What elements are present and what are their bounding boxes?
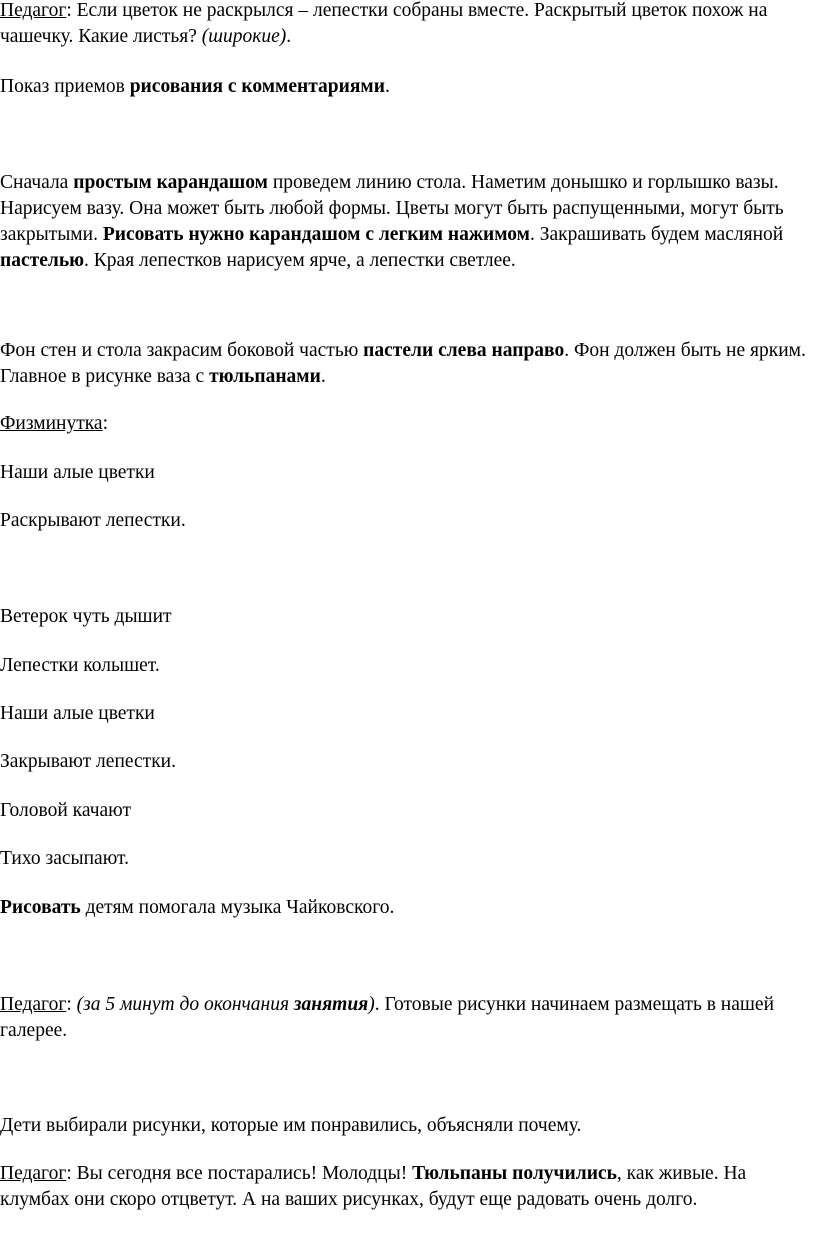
poem-line: Закрывают лепестки. xyxy=(0,751,176,772)
text: проведем линию стола. Наметим донышко и горлышко вазы. Нарисуем вазу. Она может быть любой формы. Цветы могут быть распущенными, могут быть закрытыми. xyxy=(0,172,784,245)
text: . Закрашивать будем масляной xyxy=(529,224,784,245)
poem-line: Тихо засыпают. xyxy=(0,848,129,869)
physminute-heading xyxy=(0,411,812,437)
text: детям помогала музыка Чайковского. xyxy=(80,897,395,918)
bold-text: рисования с комментариями xyxy=(129,76,385,97)
poem-line: Наши алые цветки xyxy=(0,703,155,724)
colon: : xyxy=(102,413,109,434)
bold-text: пастелью xyxy=(0,250,85,271)
text: , как живые. На клумбах они скоро отцветут. А на ваших рисунках, будут еще радовать очень долго. xyxy=(0,1163,747,1210)
text: Показ приемов xyxy=(0,76,130,97)
paragraph-drawing-steps xyxy=(0,170,812,274)
speaker-label: Педагог xyxy=(0,994,67,1015)
poem-line: Ветерок чуть дышит xyxy=(0,606,172,627)
poem-line: Лепестки колышет. xyxy=(0,655,160,676)
text: . Фон должен быть не ярким. Главное в рисунке ваза с xyxy=(0,340,806,387)
text: Вы сегодня все постарались! Молодцы! xyxy=(76,1163,413,1184)
italic-text: (широкие) xyxy=(201,26,287,47)
text: . Готовые рисунки начинаем размещать в нашей галерее. xyxy=(0,994,775,1041)
bold-text: Рисовать нужно карандашом с легким нажимом xyxy=(102,224,530,245)
italic-text: ) xyxy=(368,994,375,1015)
bold-text: пастели слева направо xyxy=(363,340,565,361)
paragraph-background xyxy=(0,338,812,390)
text: . xyxy=(320,366,326,387)
colon: : xyxy=(66,1163,77,1184)
text: Если цветок не раскрылся – лепестки собраны вместе. Раскрытый цветок похож на чашечку. Какие листья? xyxy=(0,0,768,47)
colon: : xyxy=(66,994,77,1015)
bold-text: Тюльпаны получились xyxy=(412,1163,617,1184)
italic-text: (за 5 минут до окончания xyxy=(76,994,294,1015)
text: Фон стен и стола закрасим боковой частью xyxy=(0,340,364,361)
colon: : xyxy=(66,0,77,21)
poem-line: Наши алые цветки xyxy=(0,462,155,483)
paragraph-teacher-praise xyxy=(0,1161,812,1213)
text: . xyxy=(384,76,390,97)
speaker-label: Педагог xyxy=(0,0,67,21)
paragraph-music xyxy=(0,895,812,921)
paragraph-demo xyxy=(0,74,812,100)
text: . Края лепестков нарисуем ярче, а лепестки светлее. xyxy=(84,250,516,271)
poem-line: Раскрывают лепестки. xyxy=(0,510,186,531)
bold-text: Рисовать xyxy=(0,897,81,918)
text: Сначала xyxy=(0,172,74,193)
paragraph-children: Дети выбирали рисунки, которые им понравились, объясняли почему. xyxy=(0,1115,582,1136)
bold-italic-text: занятия xyxy=(293,994,369,1015)
speaker-label: Педагог xyxy=(0,1163,67,1184)
bold-text: тюльпанами xyxy=(209,366,321,387)
physminute-label: Физминутка xyxy=(0,413,103,434)
bold-text: простым карандашом xyxy=(73,172,268,193)
paragraph-teacher-gallery xyxy=(0,992,812,1044)
paragraph-teacher-intro xyxy=(0,0,812,50)
text: . xyxy=(286,26,292,47)
poem-line: Головой качают xyxy=(0,800,132,821)
